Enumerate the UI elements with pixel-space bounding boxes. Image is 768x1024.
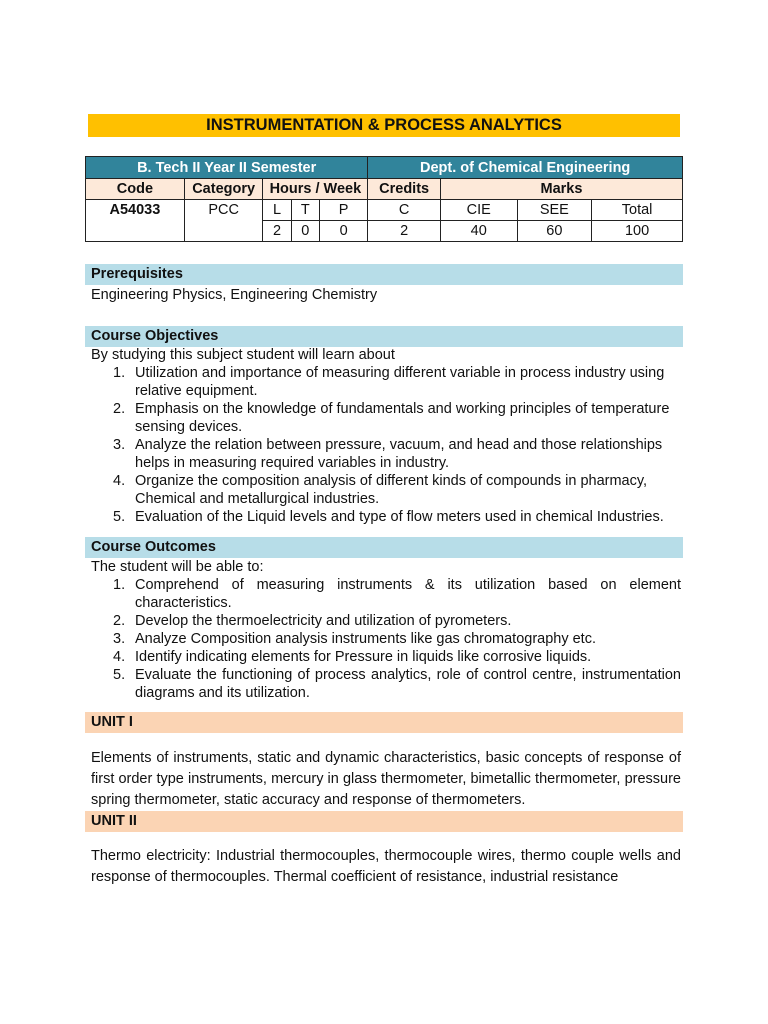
list-item [91, 400, 681, 436]
list-number: 3. [113, 437, 126, 453]
list-item [91, 612, 681, 630]
objectives-intro: By studying this subject student will learn about [91, 347, 395, 363]
credits-header: Credits [368, 179, 441, 200]
marks-header: Marks [440, 179, 682, 200]
list-item [91, 630, 681, 648]
table-header-row [86, 157, 683, 179]
list-item [91, 472, 681, 508]
total-value: 100 [592, 221, 683, 242]
department-cell: Dept. of Chemical Engineering [368, 157, 683, 179]
list-item [91, 508, 681, 526]
code-value: A54033 [86, 200, 185, 242]
list-text: Develop the thermoelectricity and utilization of pyrometers. [135, 613, 512, 629]
total-header: Total [592, 200, 683, 221]
list-text: Analyze Composition analysis instruments like gas chromatography etc. [135, 631, 596, 647]
practical-header: P [319, 200, 367, 221]
list-item [91, 436, 681, 472]
list-text: Evaluate the functioning of process analytics, role of control centre, instrumentation diagrams and its utilization. [135, 667, 681, 701]
tutorial-header: T [291, 200, 319, 221]
category-value: PCC [184, 200, 263, 242]
list-item [91, 576, 681, 612]
list-item [91, 364, 681, 400]
credits-value: 2 [368, 221, 441, 242]
list-number: 5. [113, 509, 126, 525]
unit-2-heading: UNIT II [85, 811, 683, 832]
outcomes-intro: The student will be able to: [91, 559, 264, 575]
list-number: 1. [113, 365, 126, 381]
list-text: Analyze the relation between pressure, vacuum, and head and those relationships helps in measuring required variables in industry. [135, 437, 663, 471]
list-text: Identify indicating elements for Pressure in liquids like corrosive liquids. [135, 649, 592, 665]
category-header: Category [184, 179, 263, 200]
list-text: Comprehend of measuring instruments & its utilization based on element characteristics. [135, 577, 681, 611]
unit-2-text: Thermo electricity: Industrial thermocouples, thermocouple wires, thermo couple wells and response of thermocouples. Thermal coefficient of resistance, industrial resistance [91, 848, 681, 885]
table-subheader-row [86, 179, 683, 200]
list-item [91, 666, 681, 702]
prerequisites-heading: Prerequisites [85, 264, 683, 285]
course-info-table [85, 156, 683, 242]
practical-value: 0 [319, 221, 367, 242]
cie-header: CIE [440, 200, 517, 221]
list-text: Organize the composition analysis of different kinds of compounds in pharmacy, Chemical and metallurgical industries. [135, 473, 648, 507]
list-number: 4. [113, 473, 126, 489]
list-text: Utilization and importance of measuring different variable in process industry using relative equipment. [135, 365, 665, 399]
list-number: 2. [113, 613, 126, 629]
cie-value: 40 [440, 221, 517, 242]
list-number: 4. [113, 649, 126, 665]
list-text: Evaluation of the Liquid levels and type of flow meters used in chemical Industries. [135, 509, 664, 525]
objectives-list [91, 364, 681, 526]
see-value: 60 [517, 221, 592, 242]
document-title: INSTRUMENTATION & PROCESS ANALYTICS [88, 114, 680, 137]
list-item [91, 648, 681, 666]
list-number: 2. [113, 401, 126, 417]
list-number: 1. [113, 577, 126, 593]
credit-subheader: C [368, 200, 441, 221]
list-number: 5. [113, 667, 126, 683]
code-header: Code [86, 179, 185, 200]
tutorial-value: 0 [291, 221, 319, 242]
unit-1-text: Elements of instruments, static and dynamic characteristics, basic concepts of response of first order type instruments, mercury in glass thermometer, bimetallic thermometer, pressure spring thermometer, static accuracy and response of thermometers. [91, 750, 681, 808]
semester-cell: B. Tech II Year II Semester [86, 157, 368, 179]
see-header: SEE [517, 200, 592, 221]
objectives-heading: Course Objectives [85, 326, 683, 347]
list-number: 3. [113, 631, 126, 647]
outcomes-heading: Course Outcomes [85, 537, 683, 558]
list-text: Emphasis on the knowledge of fundamentals and working principles of temperature sensing devices. [135, 401, 670, 435]
unit-1-heading: UNIT I [85, 712, 683, 733]
outcomes-list [91, 576, 681, 702]
table-row [86, 200, 683, 221]
prerequisites-text: Engineering Physics, Engineering Chemistry [91, 287, 378, 303]
lecture-value: 2 [263, 221, 291, 242]
hours-header: Hours / Week [263, 179, 368, 200]
lecture-header: L [263, 200, 291, 221]
